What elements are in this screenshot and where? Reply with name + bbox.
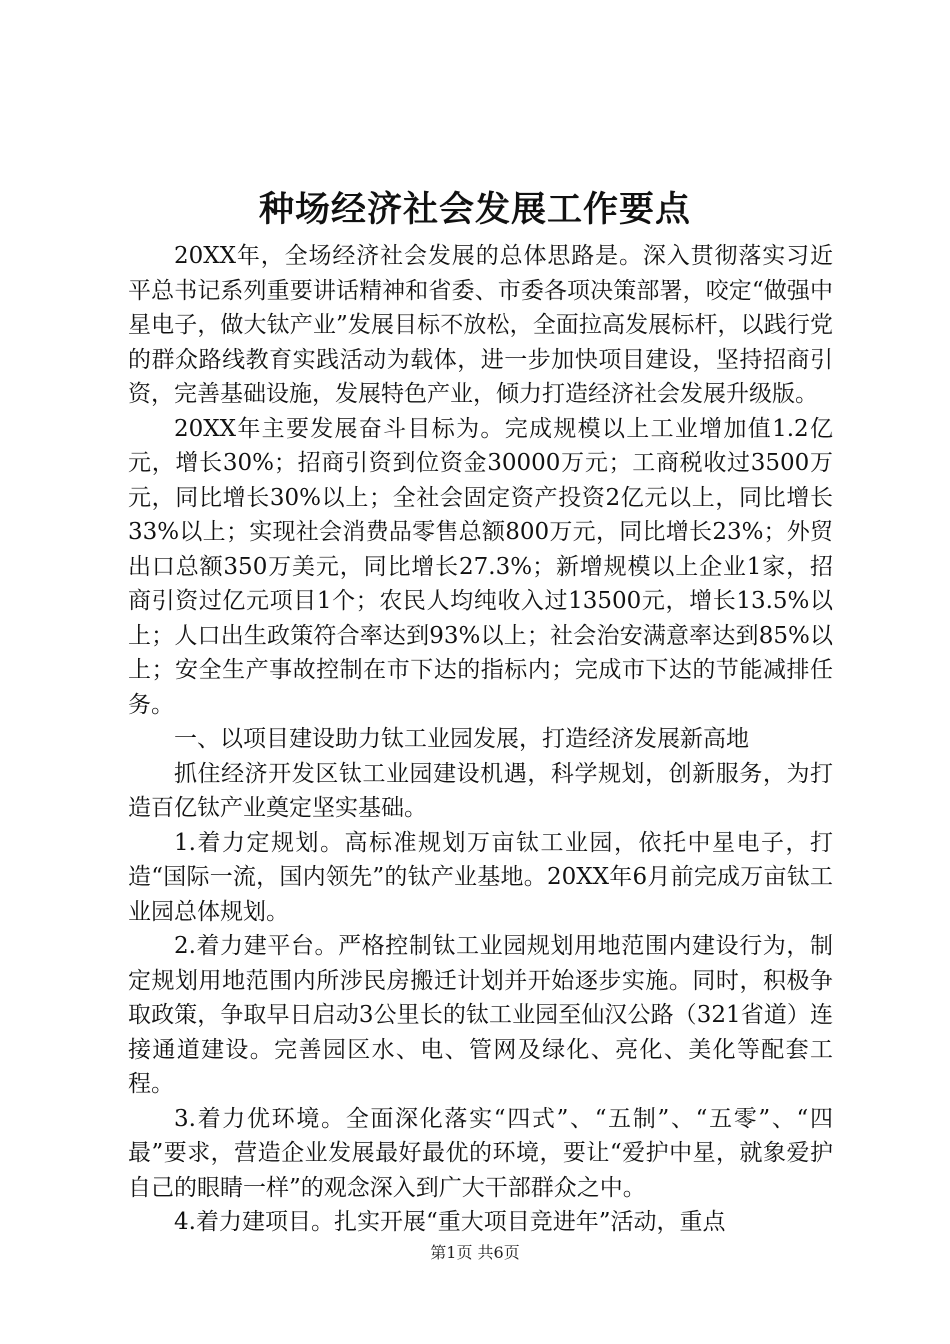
paragraph-item-2: 2.着力建平台。严格控制钛工业园规划用地范围内建设行为，制定规划用地范围内所涉民房搬迁计划并开始逐步实施。同时，积极争取政策，争取早日启动3公里长的钛工业园至仙汉公路（321省道）连接通道建设。完善园区水、电、管网及绿化、亮化、美化等配套工程。 (128, 933, 833, 1097)
paragraph-targets: 20XX年主要发展奋斗目标为。完成规模以上工业增加值1.2亿元，增长30%；招商引资到位资金30000万元；工商税收过3500万元，同比增长30%以上；全社会固定资产投资2亿元以上，同比增长33%以上；实现社会消费品零售总额800万元，同比增长23%；外贸出口总额350万美元，同比增长27.3%；新增规模以上企业1家，招商引资过亿元项目1个；农民人均纯收入过13500元，增长13.5%以上；人口出生政策符合率达到93%以上；社会治安满意率达到85%以上；安全生产事故控制在市下达的指标内；完成市下达的节能减排任务。 (128, 415, 833, 718)
page-number-footer: 第1页 共6页 (430, 1243, 520, 1262)
paragraph-overview: 20XX年，全场经济社会发展的总体思路是。深入贯彻落实习近平总书记系列重要讲话精神和省委、市委各项决策部署，咬定“做强中星电子，做大钛产业”发展目标不放松，全面拉高发展标杆，以践行党的群众路线教育实践活动为载体，进一步加快项目建设，坚持招商引资，完善基础设施，发展特色产业，倾力打造经济社会发展升级版。 (128, 243, 833, 407)
section-heading-1: 一、以项目建设助力钛工业园发展，打造经济发展新高地 (174, 726, 749, 752)
paragraph-item-3: 3.着力优环境。全面深化落实“四式”、“五制”、“五零”、“四最”要求，营造企业发展最好最优的环境，要让“爱护中星，就象爱护自己的眼睛一样”的观念深入到广大干部群众之中。 (128, 1105, 833, 1201)
paragraph-item-4: 4.着力建项目。扎实开展“重大项目竞进年”活动，重点 (174, 1209, 726, 1235)
document-body (128, 239, 833, 1240)
paragraph-item-1: 1.着力定规划。高标准规划万亩钛工业园，依托中星电子，打造“国际一流，国内领先”的钛产业基地。20XX年6月前完成万亩钛工业园总体规划。 (128, 829, 833, 925)
document-title: 种场经济社会发展工作要点 (258, 190, 691, 230)
paragraph-section-1-intro: 抓住经济开发区钛工业园建设机遇，科学规划，创新服务，为打造百亿钛产业奠定坚实基础。 (128, 760, 833, 821)
